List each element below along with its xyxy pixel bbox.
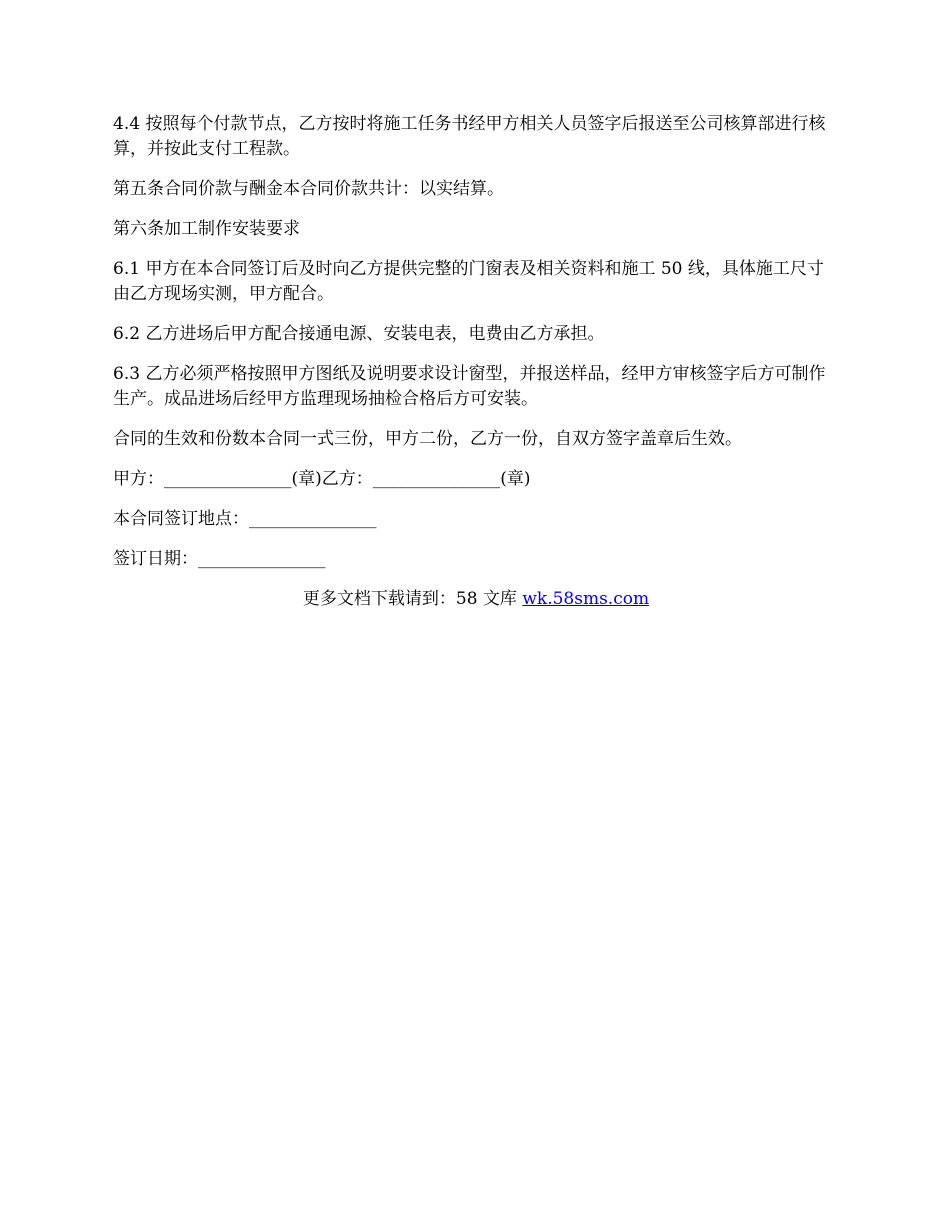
paragraph-4-4: 4.4 按照每个付款节点，乙方按时将施工任务书经甲方相关人员签字后报送至公司核算部进行核算，并按此支付工程款。 bbox=[113, 114, 826, 159]
article-6-heading: 第六条加工制作安装要求 bbox=[113, 219, 300, 239]
download-footer bbox=[113, 587, 839, 612]
paragraph-6-3: 6.3 乙方必须严格按照甲方图纸及说明要求设计窗型，并报送样品，经甲方审核签字后方可制作生产。成品进场后经甲方监理现场抽检合格后方可安装。 bbox=[113, 364, 826, 409]
signing-date-line: 签订日期：_______________ bbox=[113, 549, 326, 569]
paragraph-6-1: 6.1 甲方在本合同签订后及时向乙方提供完整的门窗表及相关资料和施工 50 线，具体施工尺寸由乙方现场实测，甲方配合。 bbox=[113, 259, 824, 304]
signing-place-line: 本合同签订地点：_______________ bbox=[113, 509, 377, 529]
footer-text: 更多文档下载请到：58 文库 bbox=[302, 589, 523, 609]
article-5-price: 第五条合同价款与酬金本合同价款共计：以实结算。 bbox=[113, 179, 504, 199]
validity-clause: 合同的生效和份数本合同一式三份，甲方二份，乙方一份，自双方签字盖章后生效。 bbox=[113, 429, 742, 449]
signature-line: 甲方：_______________(章)乙方：_______________(章) bbox=[113, 469, 531, 489]
footer-link[interactable]: wk.58sms.com bbox=[522, 589, 650, 609]
paragraph-6-2: 6.2 乙方进场后甲方配合接通电源、安装电表，电费由乙方承担。 bbox=[113, 324, 605, 344]
document-page bbox=[113, 112, 839, 612]
